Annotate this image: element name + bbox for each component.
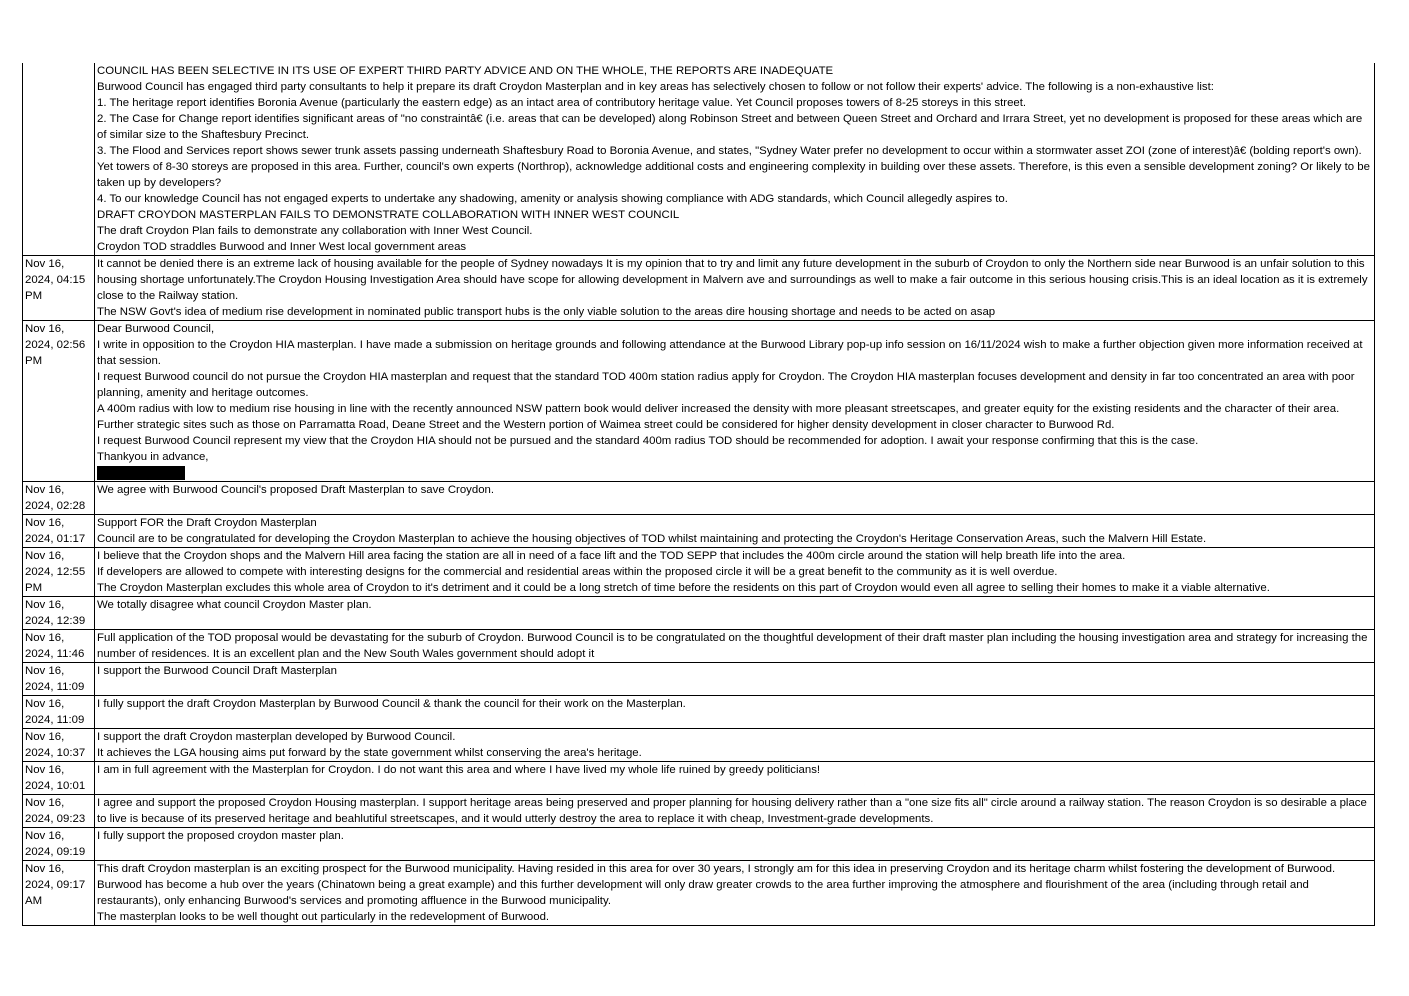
submission-line: I agree and support the proposed Croydon Housing masterplan. I support heritage areas being preserved and proper planning for housing delivery rather than a "one size fits all" circle around a railway station. The reason Croydon is so desirable a place to live is because of its preserved heritage and beahlutiful streetscapes, and it would utterly destroy the area to replace it with cheap, Investment-grade developments. bbox=[97, 797, 1367, 825]
submission-line: Croydon TOD straddles Burwood and Inner West local government areas bbox=[97, 241, 467, 253]
submission-line: It achieves the LGA housing aims put forward by the state government whilst conserving the area's heritage. bbox=[97, 747, 642, 759]
table-row bbox=[23, 663, 1375, 696]
table-row bbox=[23, 828, 1375, 861]
submission-line: Support FOR the Draft Croydon Masterplan bbox=[97, 517, 317, 529]
submission-text bbox=[95, 515, 1375, 548]
submission-text bbox=[95, 762, 1375, 795]
submission-line: I am in full agreement with the Masterplan for Croydon. I do not want this area and where I have lived my whole life ruined by greedy politicians! bbox=[97, 764, 821, 776]
submission-line: I believe that the Croydon shops and the Malvern Hill area facing the station are all in need of a face lift and the TOD SEPP that includes the 400m circle around the station will help breath life into the area. bbox=[97, 550, 1126, 562]
submission-date: Nov 16, 2024, 04:15 PM bbox=[23, 256, 95, 321]
submission-line: 3. The Flood and Services report shows sewer trunk assets passing underneath Shaftesbury Road to Boronia Avenue, and states, "Sydney Water prefer no development to occur within a stormwater asset ZOI (zone of interest)â€ (bolding report's own). Yet towers of 8-30 storeys are proposed in this area. Further, council's own experts (Northrop), acknowledge additional costs and engineering complexity in building over these assets. Therefore, is this even a sensible development zoning? Or likely to be taken up by developers? bbox=[97, 145, 1370, 189]
submission-line: Burwood has become a hub over the years (Chinatown being a great example) and this further development will only draw greater crowds to the area further improving the atmosphere and flourishment of the area (including through retail and restaurants), only enhancing Burwood's services and promoting affluence in the Burwood municipality. bbox=[97, 879, 1309, 907]
submission-text bbox=[95, 729, 1375, 762]
table-row bbox=[23, 63, 1375, 256]
redacted-signature bbox=[97, 465, 1374, 481]
submission-date: Nov 16, 2024, 10:37 bbox=[23, 729, 95, 762]
redaction-bar bbox=[97, 466, 185, 480]
submission-text bbox=[95, 256, 1375, 321]
submission-line: Further strategic sites such as those on Parramatta Road, Deane Street and the Western portion of Waimea street could be considered for higher density development in closer character to Burwood Rd. bbox=[97, 419, 1115, 431]
submission-text bbox=[95, 321, 1375, 482]
submission-line: I write in opposition to the Croydon HIA masterplan. I have made a submission on heritage grounds and following attendance at the Burwood Library pop-up info session on 16/11/2024 wish to make a further objection given more information received at that session. bbox=[97, 339, 1363, 367]
submission-line: If developers are allowed to compete with interesting designs for the commercial and residential areas within the proposed circle it will be a great benefit to the community as it is well overdue. bbox=[97, 566, 1058, 578]
submission-line: The Croydon Masterplan excludes this whole area of Croydon to it's detriment and it could be a long stretch of time before the residents on this part of Croydon would even all agree to selling their homes to make it a viable alternative. bbox=[97, 582, 1270, 594]
submission-text bbox=[95, 861, 1375, 926]
submission-date bbox=[23, 63, 95, 256]
submission-text bbox=[95, 696, 1375, 729]
submission-line: 4. To our knowledge Council has not engaged experts to undertake any shadowing, amenity or analysis showing compliance with ADG standards, which Council allegedly aspires to. bbox=[97, 193, 1008, 205]
submission-line: Burwood Council has engaged third party consultants to help it prepare its draft Croydon Masterplan and in key areas has selectively chosen to follow or not follow their experts' advice. The following is a non-exhaustive list: bbox=[97, 81, 1214, 93]
submission-date: Nov 16, 2024, 09:19 bbox=[23, 828, 95, 861]
submission-line: I support the Burwood Council Draft Masterplan bbox=[97, 665, 337, 677]
submission-line: COUNCIL HAS BEEN SELECTIVE IN ITS USE OF EXPERT THIRD PARTY ADVICE AND ON THE WHOLE, THE REPORTS ARE INADEQUATE bbox=[97, 65, 834, 77]
submission-text bbox=[95, 795, 1375, 828]
submission-line: The NSW Govt's idea of medium rise development in nominated public transport hubs is the only viable solution to the areas dire housing shortage and needs to be acted on asap bbox=[97, 306, 996, 318]
table-row bbox=[23, 696, 1375, 729]
submission-line: Full application of the TOD proposal would be devastating for the suburb of Croydon. Burwood Council is to be congratulated on the thoughtful development of their draft master plan including the housing investigation area and strategy for increasing the number of residences. It is an excellent plan and the New South Wales government should adopt it bbox=[97, 632, 1368, 660]
submission-line: I fully support the draft Croydon Masterplan by Burwood Council & thank the council for their work on the Masterplan. bbox=[97, 698, 686, 710]
submission-date: Nov 16, 2024, 01:17 bbox=[23, 515, 95, 548]
submission-line: Council are to be congratulated for developing the Croydon Masterplan to achieve the housing objectives of TOD whilst maintaining and protecting the Croydon's Heritage Conservation Areas, such the Malvern Hill Estate. bbox=[97, 533, 1207, 545]
submission-date: Nov 16, 2024, 02:56 PM bbox=[23, 321, 95, 482]
submission-date: Nov 16, 2024, 09:23 bbox=[23, 795, 95, 828]
table-row bbox=[23, 630, 1375, 663]
submission-text bbox=[95, 663, 1375, 696]
submission-line: I request Burwood council do not pursue the Croydon HIA masterplan and request that the standard TOD 400m station radius apply for Croydon. The Croydon HIA masterplan focuses development and density in far too concentrated an area with poor planning, amenity and heritage outcomes. bbox=[97, 371, 1355, 399]
submission-date: Nov 16, 2024, 12:55 PM bbox=[23, 548, 95, 597]
submission-date: Nov 16, 2024, 02:28 bbox=[23, 482, 95, 515]
submission-line: I request Burwood Council represent my view that the Croydon HIA should not be pursued and the standard 400m radius TOD should be recommended for adoption. I await your response confirming that this is the case. bbox=[97, 435, 1199, 447]
table-row bbox=[23, 256, 1375, 321]
submission-text bbox=[95, 828, 1375, 861]
submission-line: Thankyou in advance, bbox=[97, 451, 209, 463]
submissions-table bbox=[22, 63, 1375, 926]
table-row bbox=[23, 597, 1375, 630]
submission-text bbox=[95, 597, 1375, 630]
submission-line: Dear Burwood Council, bbox=[97, 323, 215, 335]
table-row bbox=[23, 548, 1375, 597]
table-row bbox=[23, 795, 1375, 828]
submission-date: Nov 16, 2024, 11:09 bbox=[23, 696, 95, 729]
submission-line: It cannot be denied there is an extreme lack of housing available for the people of Sydney nowadays It is my opinion that to try and limit any future development in the suburb of Croydon to only the Northern side near Burwood is an unfair solution to this housing shortage unfortunately.The Croydon Housing Investigation Area should have scope for allowing development in Malvern ave and surroundings as well to make a fair outcome in this serious housing crisis.This is an ideal location as it is extremely close to the Railway station. bbox=[97, 258, 1368, 302]
submission-date: Nov 16, 2024, 11:09 bbox=[23, 663, 95, 696]
submission-line: The draft Croydon Plan fails to demonstrate any collaboration with Inner West Council. bbox=[97, 225, 533, 237]
submission-line: We agree with Burwood Council's proposed Draft Masterplan to save Croydon. bbox=[97, 484, 495, 496]
submission-date: Nov 16, 2024, 11:46 bbox=[23, 630, 95, 663]
submission-line: 2. The Case for Change report identifies significant areas of "no constraintâ€ (i.e. areas that can be developed) along Robinson Street and between Queen Street and Orchard and Irrara Street, yet no development is proposed for these areas which are of similar size to the Shaftesbury Precinct. bbox=[97, 113, 1363, 141]
submission-text bbox=[95, 548, 1375, 597]
table-row bbox=[23, 515, 1375, 548]
table-row bbox=[23, 729, 1375, 762]
submission-text bbox=[95, 630, 1375, 663]
table-row bbox=[23, 482, 1375, 515]
submission-text bbox=[95, 482, 1375, 515]
submission-line: I fully support the proposed croydon master plan. bbox=[97, 830, 344, 842]
submission-line: I support the draft Croydon masterplan developed by Burwood Council. bbox=[97, 731, 456, 743]
submission-date: Nov 16, 2024, 12:39 bbox=[23, 597, 95, 630]
submission-line: 1. The heritage report identifies Boronia Avenue (particularly the eastern edge) as an intact area of contributory heritage value. Yet Council proposes towers of 8-25 storeys in this street. bbox=[97, 97, 1027, 109]
submission-line: DRAFT CROYDON MASTERPLAN FAILS TO DEMONSTRATE COLLABORATION WITH INNER WEST COUNCIL bbox=[97, 209, 680, 221]
table-row bbox=[23, 861, 1375, 926]
table-row bbox=[23, 321, 1375, 482]
submission-line: The masterplan looks to be well thought out particularly in the redevelopment of Burwood. bbox=[97, 911, 550, 923]
submissions-table-body bbox=[23, 63, 1375, 926]
table-row bbox=[23, 762, 1375, 795]
submission-text bbox=[95, 63, 1375, 256]
submission-date: Nov 16, 2024, 10:01 bbox=[23, 762, 95, 795]
submission-date: Nov 16, 2024, 09:17 AM bbox=[23, 861, 95, 926]
submission-line: This draft Croydon masterplan is an exciting prospect for the Burwood municipality. Having resided in this area for over 30 years, I strongly am for this idea in preserving Croydon and its heritage charm whilst fostering the development of Burwood. bbox=[97, 863, 1336, 875]
submission-line: A 400m radius with low to medium rise housing in line with the recently announced NSW pattern book would deliver increased the density with more pleasant streetscapes, and greater equity for the existing residents and the character of their area. bbox=[97, 403, 1340, 415]
submission-line: We totally disagree what council Croydon Master plan. bbox=[97, 599, 372, 611]
